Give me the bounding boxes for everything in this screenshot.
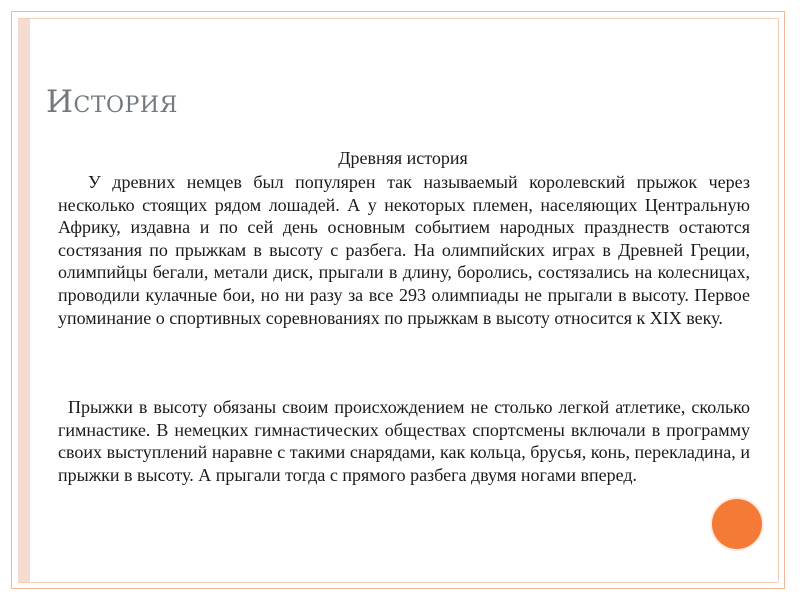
decorative-frame-line-top (18, 18, 778, 19)
decorative-frame-line-right (778, 18, 779, 582)
paragraph-gymnastics-origin: Прыжки в высоту обязаны своим происхождением не столько легкой атлетике, сколько гимнастике. В немецких гимнастических обществах спортсмены включали в программу своих выступлений наравне с такими снарядами, как кольца, брусья, конь, перекладина, и прыжки в высоту. А прыгали тогда с прямого разбега двумя ногами вперед. (58, 397, 750, 485)
paragraph-ancient-history: У древних немцев был популярен так называемый королевский прыжок через несколько стоящих рядом лошадей. А у некоторых племен, населяющих Центральную Африку, издавна и по сей день основным событием народных празднеств остаются состязания по прыжкам в высоту с разбега. На олимпийских играх в Древней Греции, олимпийцы бегали, метали диск, прыгали в длину, боролись, состязались на колесницах, проводили кулачные бои, но ни разу за все 293 олимпиады не прыгали в высоту. Первое упоминание о спортивных соревнованиях по прыжкам в высоту относится к XIX веку. (58, 172, 750, 328)
section-subtitle: Древняя история (338, 148, 468, 168)
slide-title: История (46, 84, 178, 120)
decorative-orange-circle (712, 499, 762, 549)
decorative-frame-line-bottom (18, 582, 778, 583)
